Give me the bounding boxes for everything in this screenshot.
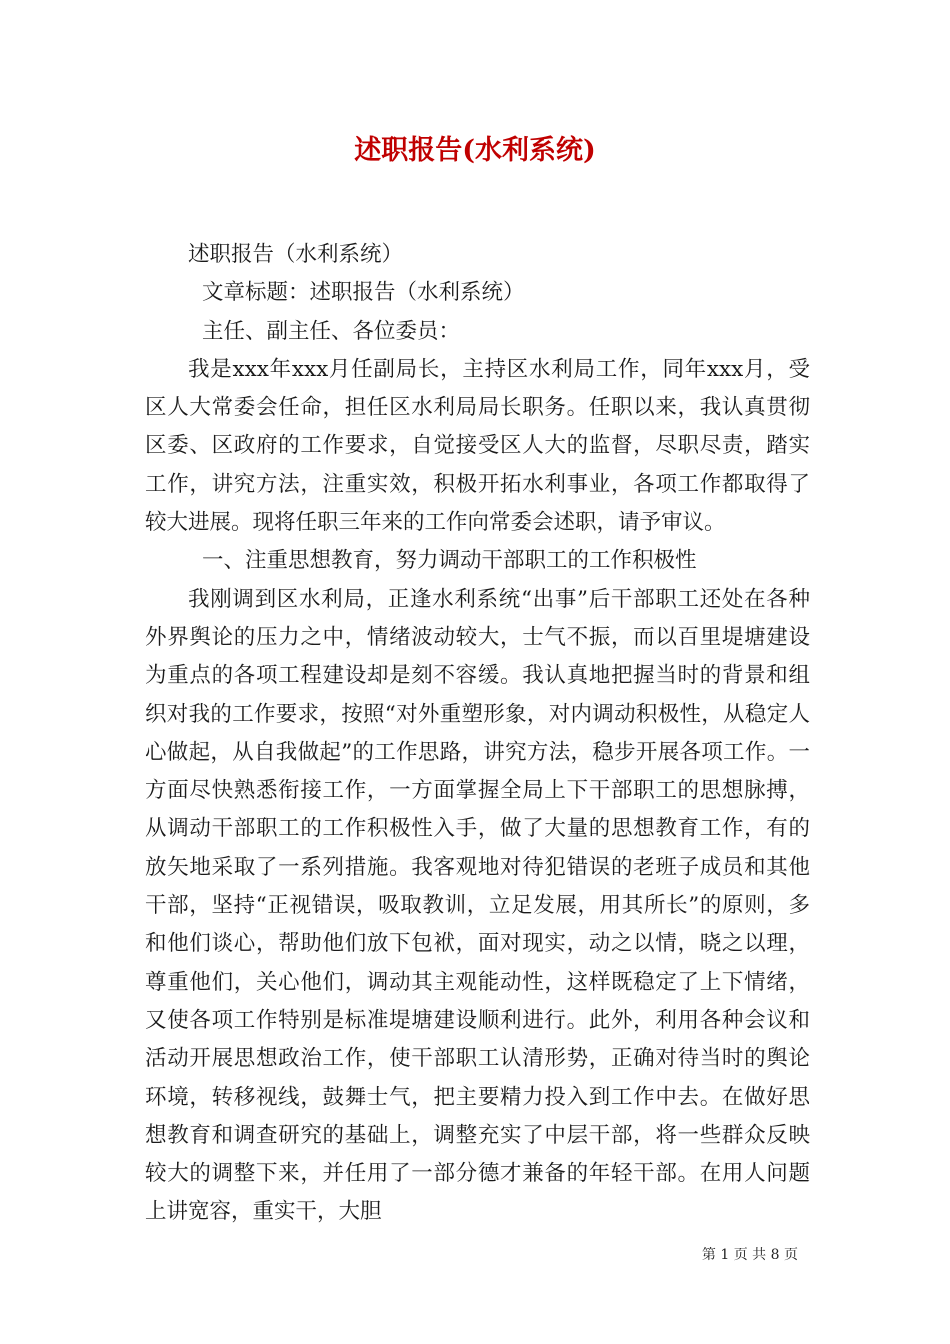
paragraph-article-title: 文章标题：述职报告（水利系统） bbox=[202, 280, 525, 306]
page-number: 第 1 页 共 8 页 bbox=[701, 1247, 798, 1263]
paragraph-heading-repeat: 述职报告（水利系统） bbox=[188, 242, 404, 267]
paragraph-salutation: 主任、副主任、各位委员： bbox=[202, 318, 461, 344]
paragraph-section-body: 我刚调到区水利局，正逢水利系统“出事”后干部职工还处在各种外界舆论的压力之中，情绪波动较大，士气不振，而以百里堤塘建设为重点的各项工程建设却是刻不容缓。我认真地把握当时的背景和组织对我的工作要求，按照“对外重塑形象，对内调动积极性，从稳定人心做起，从自我做起”的工作思路，讲究方法，稳步开展各项工作。一方面尽快熟悉衔接工作，一方面掌握全局上下干部职工的思想脉搏，从调动干部职工的工作积极性入手，做了大量的思想教育工作，有的放矢地采取了一系列措施。我客观地对待犯错误的老班子成员和其他干部，坚持“正视错误，吸取教训，立足发展，用其所长”的原则，多和他们谈心，帮助他们放下包袱，面对现实，动之以情，晓之以理，尊重他们，关心他们，调动其主观能动性，这样既稳定了上下情绪，又使各项工作特别是标准堤塘建设顺利进行。此外，利用各种会议和活动开展思想政治工作，使干部职工认清形势，正确对待当时的舆论环境，转移视线，鼓舞士气，把主要精力投入到工作中去。在做好思想教育和调查研究的基础上，调整充实了中层干部，将一些群众反映较大的调整下来，并任用了一部分德才兼备的年轻干部。在用人问题上讲宽容，重实干，大胆 bbox=[145, 586, 810, 1225]
paragraph-intro: 我是xxx年xxx月任副局长，主持区水利局工作，同年xxx月，受区人大常委会任命，担任区水利局局长职务。任职以来，我认真贯彻区委、区政府的工作要求，自觉接受区人大的监督，尽职尽责，踏实工作，讲究方法，注重实效，积极开拓水利事业，各项工作都取得了较大进展。现将任职三年来的工作向常委会述职，请予审议。 bbox=[145, 356, 810, 536]
document-title: 述职报告(水利系统) bbox=[354, 135, 596, 166]
document-body bbox=[145, 236, 810, 1232]
paragraph-section-heading: 一、注重思想教育，努力调动干部职工的工作积极性 bbox=[202, 548, 697, 574]
